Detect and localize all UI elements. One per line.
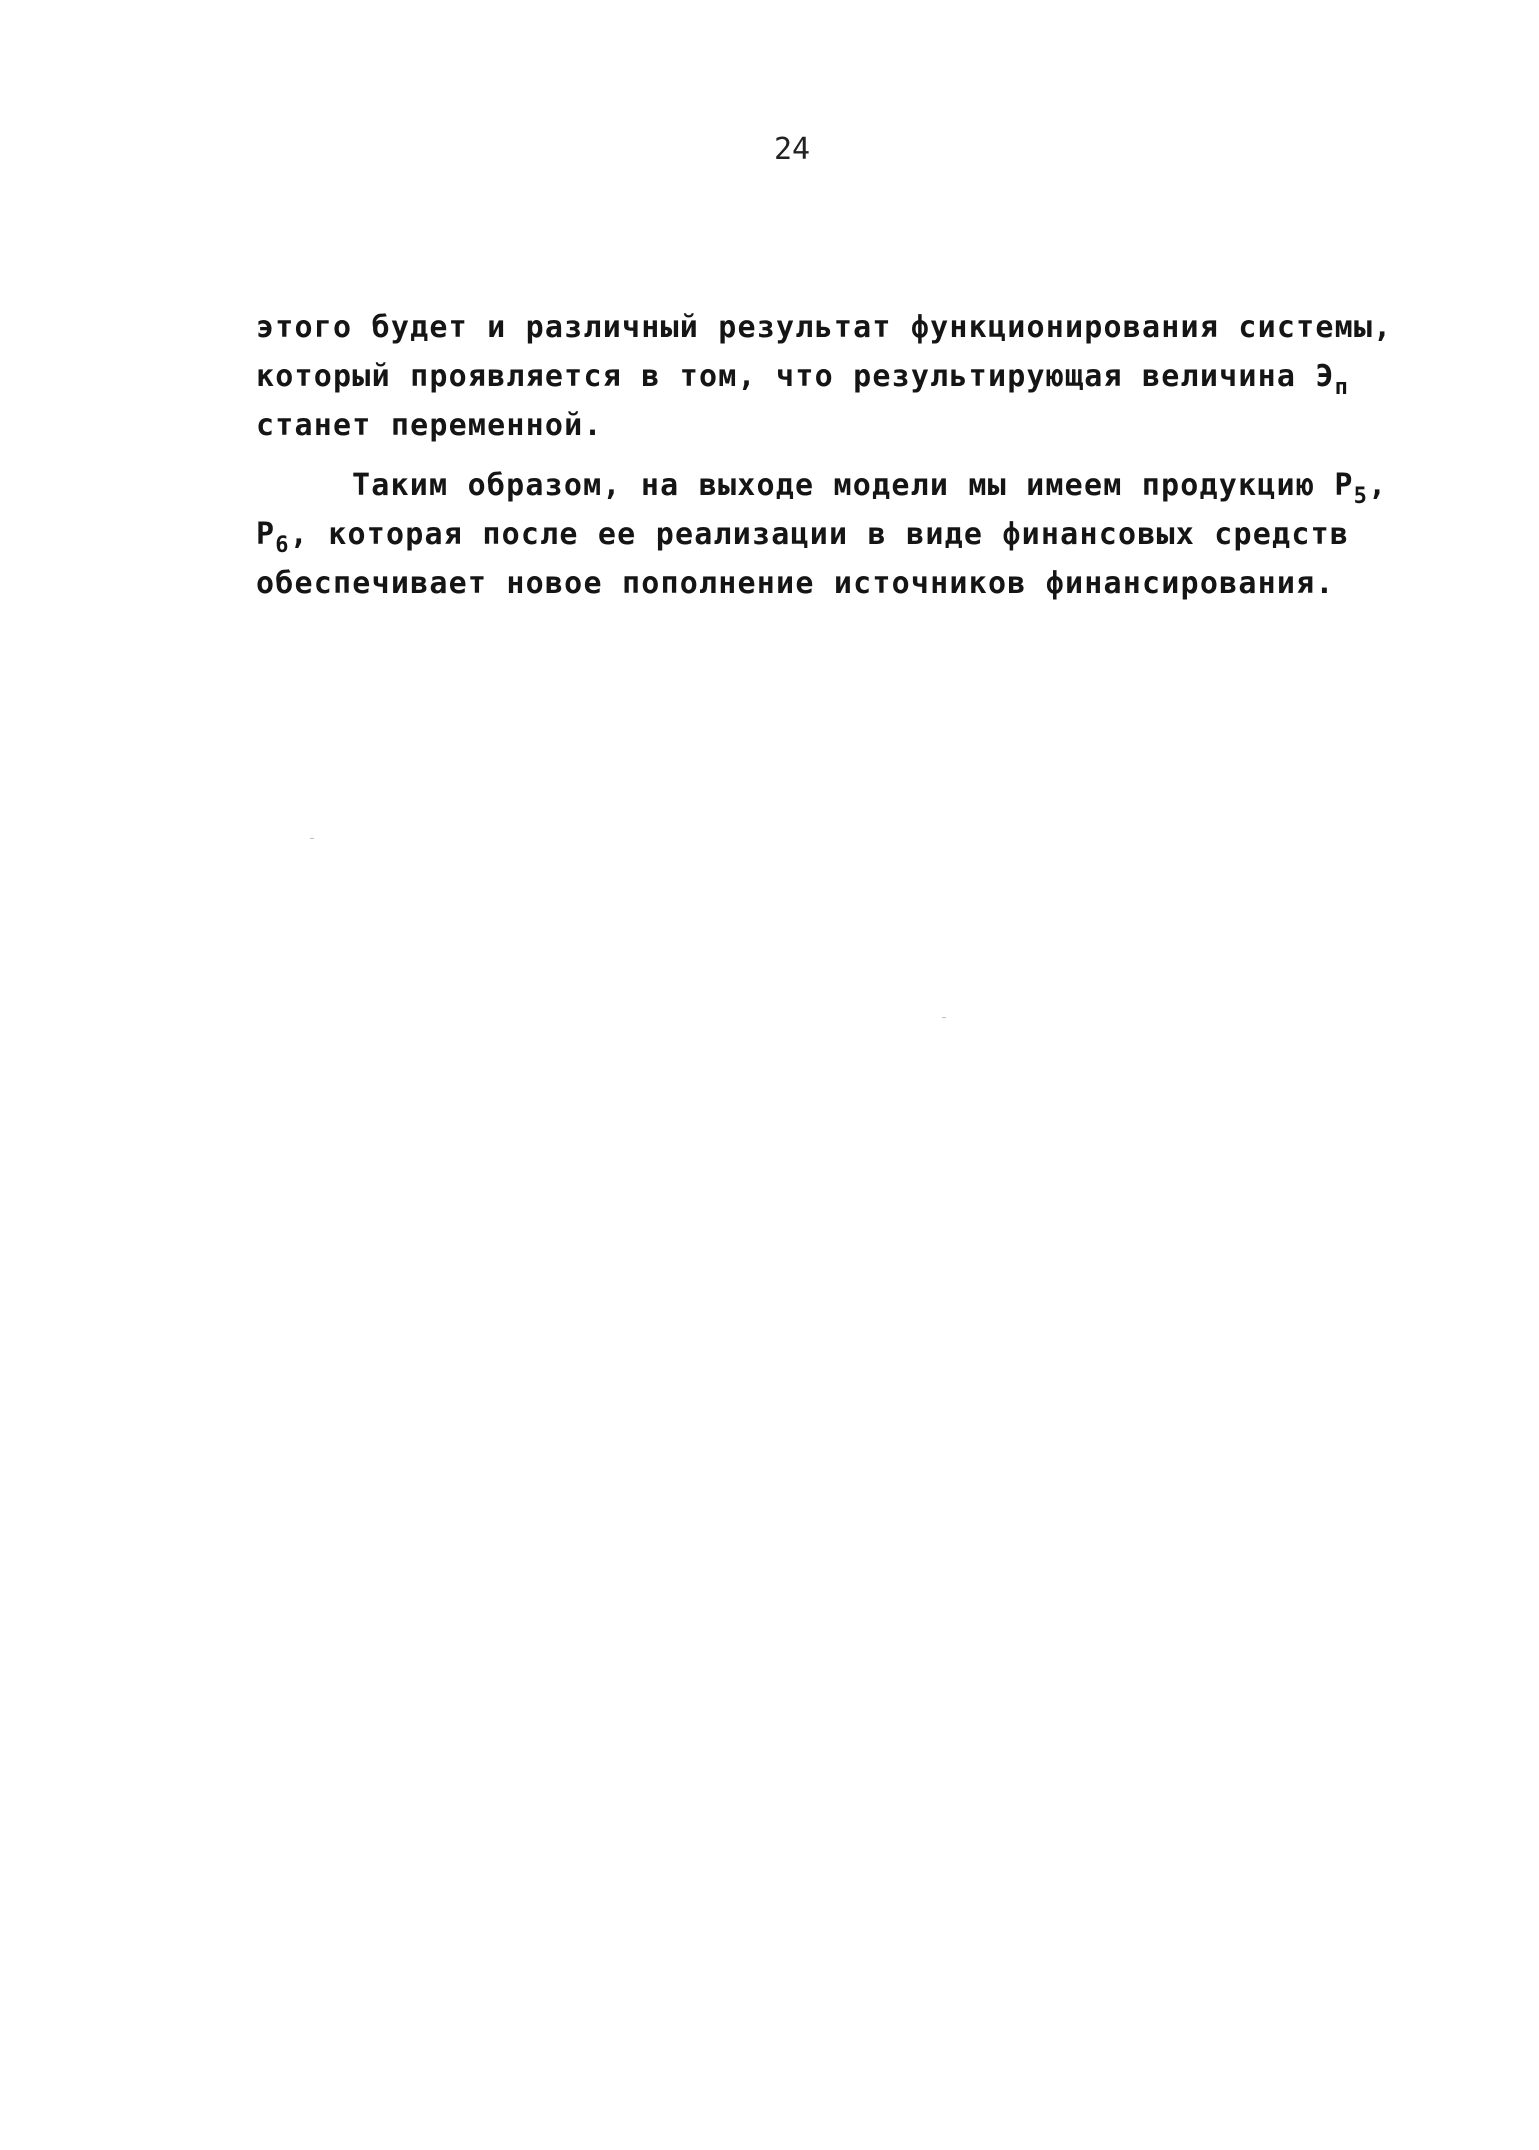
paragraph-2-line-3: обеспечивает новое пополнение источников финансирования. — [256, 566, 1335, 601]
paragraph-1-line-2-text: который проявляется в том, что результирующая величина Э — [256, 359, 1335, 394]
paragraph-2-line-1-end: , — [1368, 468, 1388, 503]
paragraph-1-line-2 — [256, 357, 1349, 408]
paragraph-1-line-2-subscript: п — [1334, 375, 1350, 400]
page-number: 24 — [773, 132, 811, 167]
paragraph-2-line-1-subscript: 5 — [1353, 484, 1369, 509]
paragraph-1-line-3: станет переменной. — [256, 408, 603, 443]
paragraph-2-line-2-subscript: 6 — [275, 533, 290, 558]
paragraph-2-line-2 — [256, 515, 1349, 566]
paragraph-2-line-1 — [352, 466, 1387, 517]
paragraph-2-line-2-text: , которая после ее реализации в виде финансовых средств — [289, 517, 1350, 552]
paragraph-1-line-1: этого будет и различный результат функционирования системы, — [256, 310, 1393, 345]
paragraph-2-line-1-text: Таким образом, на выходе модели мы имеем продукцию P — [352, 468, 1354, 503]
scan-speck — [942, 1017, 946, 1018]
scan-speck — [310, 838, 314, 839]
paragraph-2-line-2-start: P — [256, 517, 276, 552]
